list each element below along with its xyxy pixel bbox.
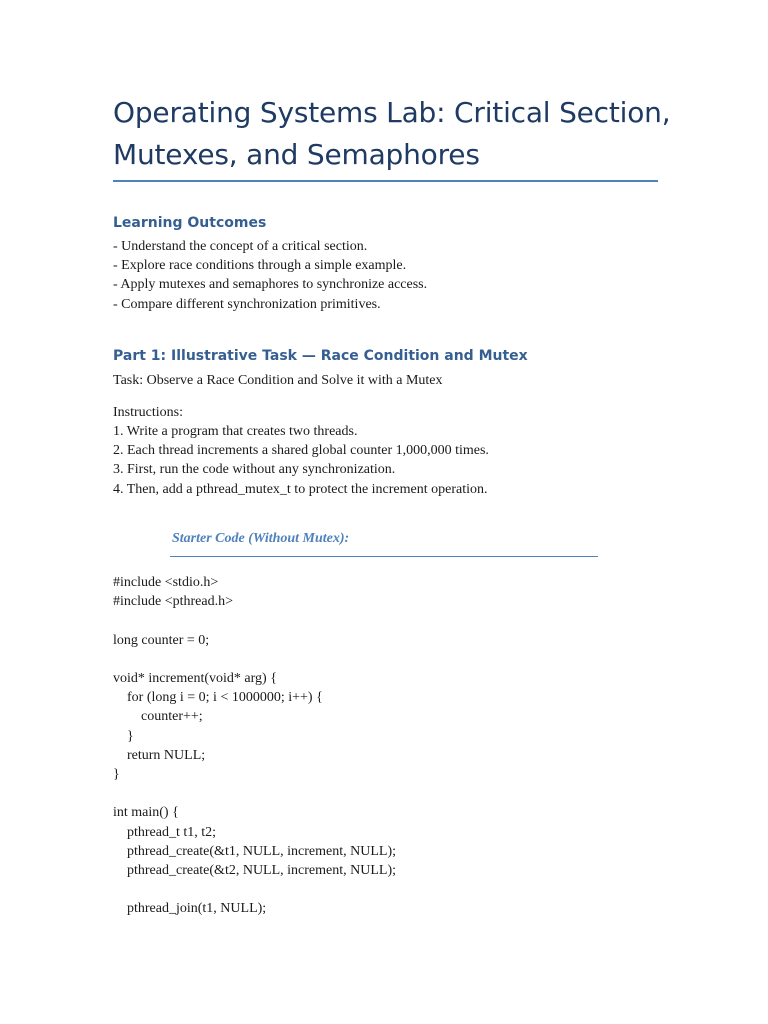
document-title: [113, 92, 673, 176]
code-line: [113, 650, 396, 669]
code-line: }: [113, 767, 120, 782]
code-line: int main() {: [113, 805, 179, 821]
list-item: 3. First, run the code without any synchronization.: [113, 462, 396, 478]
list-item: 2. Each thread increments a shared global counter 1,000,000 times.: [113, 443, 489, 459]
code-caption: Starter Code (Without Mutex):: [172, 531, 350, 546]
code-line: pthread_t t1, t2;: [113, 824, 217, 840]
learning-outcomes-list: [113, 237, 427, 314]
code-line: pthread_create(&t1, NULL, increment, NULL);: [113, 843, 397, 859]
part1-heading: Part 1: Illustrative Task — Race Condition and Mutex: [113, 348, 528, 364]
code-line: long counter = 0;: [113, 632, 210, 648]
task-statement: Task: Observe a Race Condition and Solve it with a Mutex: [113, 373, 443, 388]
code-line: for (long i = 0; i < 1000000; i++) {: [113, 690, 323, 706]
document-title-line: Operating Systems Lab: Critical Section,: [113, 96, 671, 129]
code-line: [113, 611, 396, 630]
code-line: counter++;: [113, 709, 203, 725]
code-line: [113, 880, 396, 899]
instructions-label: Instructions:: [113, 405, 183, 420]
learning-outcomes-heading: Learning Outcomes: [113, 215, 267, 231]
code-line: }: [113, 728, 134, 744]
list-item: - Understand the concept of a critical section.: [113, 239, 368, 254]
instructions-list: [113, 422, 489, 499]
code-line: pthread_join(t1, NULL);: [113, 901, 267, 917]
code-line: void* increment(void* arg) {: [113, 670, 277, 686]
document-title-line: Mutexes, and Semaphores: [113, 138, 480, 171]
code-line: [113, 784, 396, 803]
code-line: #include <pthread.h>: [113, 594, 233, 610]
code-line: pthread_create(&t2, NULL, increment, NULL);: [113, 863, 397, 878]
list-item: 1. Write a program that creates two threads.: [113, 424, 358, 439]
list-item: - Apply mutexes and semaphores to synchronize access.: [113, 277, 428, 293]
code-line: return NULL;: [113, 747, 206, 763]
code-block: [113, 573, 396, 919]
caption-divider: [170, 556, 598, 557]
list-item: - Compare different synchronization primitives.: [113, 296, 381, 312]
code-line: #include <stdio.h>: [113, 575, 219, 590]
list-item: - Explore race conditions through a simple example.: [113, 258, 407, 274]
title-divider: [113, 180, 658, 182]
list-item: 4. Then, add a pthread_mutex_t to protect the increment operation.: [113, 481, 488, 497]
